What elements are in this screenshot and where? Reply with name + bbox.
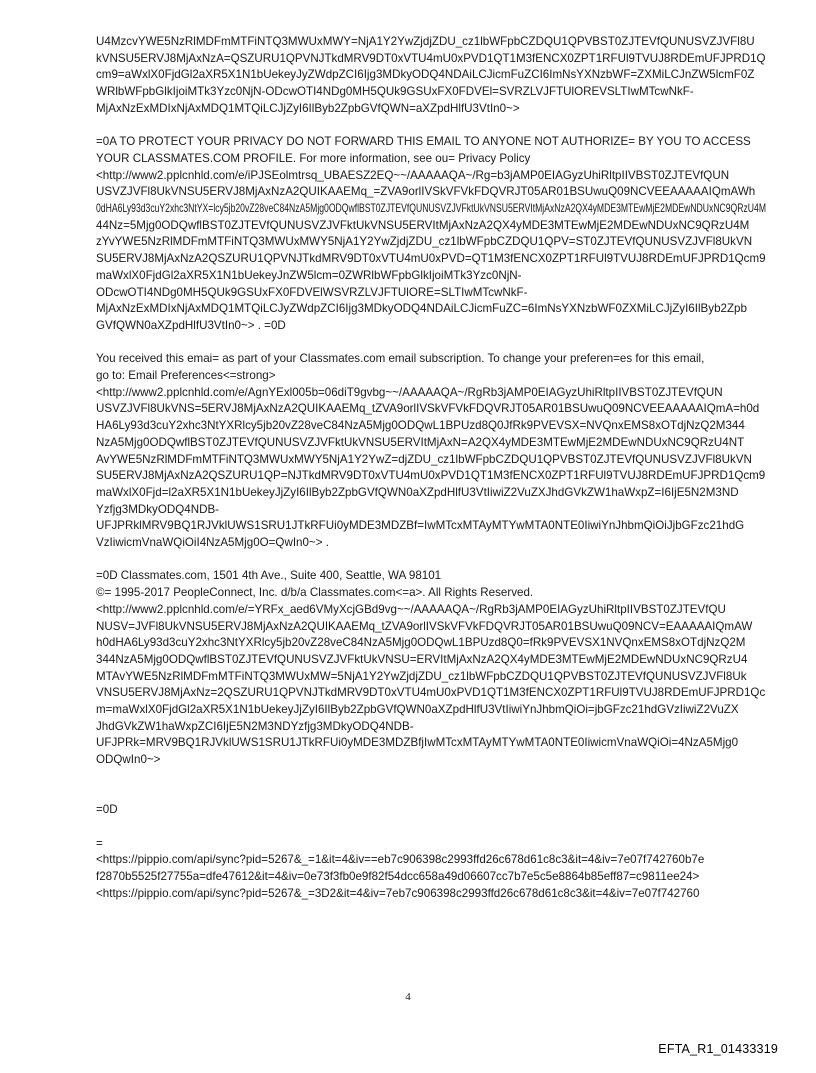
text-line: VNSU5ERVJ8MjAxNz=2QSZURU1QPVNJTkdMRV9DT0xVTU4mU0xPVD1QT1M3fENCX0ZPT1RFUl9TVUJ8RDEmUFJPRD1Qc <box>96 686 766 700</box>
text-line: You received this emai= as part of your Classmates.com email subscription. To change your preferen=es for this email, <box>96 352 705 366</box>
text-line: SU5ERVJ8MjAxNzA2QSZURU1QP=NJTkdMRV9DT0xVTU4mU0xPVD1QT1M3fENCX0ZPT1RFUl9TVUJ8RDEmUFJPRD1Qcm9 <box>96 469 766 483</box>
text-line: YOUR CLASSMATES.COM PROFILE. For more information, see ou= Privacy Policy <box>96 151 531 165</box>
text-line: UFJPRk=MRV9BQ1RJVklUWS1SRU1JTkRFUi0yMDE3MDZBfjIwMTcxMTAyMTYwMTA0NTE0IiwicmVnaWQiOi=4NzA5Mjg0 <box>96 736 739 750</box>
text-line: WRlbWFpbGlkIjoiMTk3Yzc0NjN-ODcwOTI4NDg0MH5QUk9GSUxFX0FDVEl=SVRZLVJFTUlOREVSLTIwMTcwNkF- <box>96 85 694 99</box>
text-line: MjAxNzExMDIxNjAxMDQ1MTQiLCJjZyI6IlByb2ZpbGVfQWN=aXZpdHlfU3VtIn0~> <box>96 101 520 115</box>
paragraph-tracking-link-tail <box>96 34 766 118</box>
text-line: ODQwIn0~> <box>96 753 161 767</box>
paragraph-company-footer <box>96 568 766 768</box>
text-line: <https://pippio.com/api/sync?pid=5267&_=3D2&it=4&iv=7eb7c906398c2993ffd26c678d61c8c3&it=4&iv=7e07f742760 <box>96 886 700 900</box>
text-line: MjAxNzExMDIxNjAxMDQ1MTQiLCJyZWdpZCI6Ijg3MDkyODQ4NDAiLCJicmFuZC=6ImNsYXNzbWF0ZXMiLCJjZyI6IlByb2Zpb <box>96 302 747 316</box>
text-line: h0dHA6Ly93d3cuY2xhc3NtYXRlcy5jb20vZ28veC84NzA5Mjg0ODQwL1BPUzd8Q0=fRk9PVEVSX1NVQnxEMS8xOTdjNzQ2M <box>96 636 746 650</box>
text-line: ODcwOTI4NDg0MH5QUk9GSUxFX0FDVElWSVRZLVJFTUlORE=SLTIwMTcwNkF- <box>96 285 528 299</box>
text-line: =0D Classmates.com, 1501 4th Ave., Suite 400, Seattle, WA 98101 <box>96 569 442 583</box>
text-line: NUSV=JVFl8UkVNSU5ERVJ8MjAxNzA2QUIKAAEMq_tZVA9orlIVSkVFVkFDQVRJT05AR01BSUwuQ09NCV=EAAAAAIQmAW <box>96 619 753 633</box>
paragraph-gap <box>96 335 766 352</box>
text-line: VzIiwicmVnaWQiOiI4NzA5Mjg0O=QwIn0~> . <box>96 536 329 550</box>
text-line: kVNSU5ERVJ8MjAxNzA=QSZURU1QPVNJTkdMRV9DT0xVTU4mU0xPVD1QT1M3fENCX0ZPT1RFUl9TVUJ8RDEmUFJPRD1Q <box>96 51 766 65</box>
text-line: m=maWxlX0FjdGl2aXR5X1N1bUekeyJjZyI6IlByb2ZpbGVfQWN0aXZpdHlfU3VtIiwiYnJhbmQiOi=jbGFzc21hdGVzIiwiZ2VuZX <box>96 703 739 717</box>
text-line: =0A TO PROTECT YOUR PRIVACY DO NOT FORWARD THIS EMAIL TO ANYONE NOT AUTHORIZE= BY YOU TO ACCESS <box>96 135 751 149</box>
text-line: cm9=aWxlX0FjdGl2aXR5X1N1bUekeyJyZWdpZCI6Ijg3MDkyODQ4NDAiLCJicmFuZCI6ImNsYXNzbWF=ZXMiLCJnZW5lcmF0Z <box>96 68 755 82</box>
text-line: MTAvYWE5NzRlMDFmMTFiNTQ3MWUxMW=5NjA1Y2YwZjdjZDU_cz1lbWFpbCZDQU1QPVBST0ZJTEVfQUNUSVZJVFl8Uk <box>96 669 747 683</box>
page-number: 4 <box>405 991 411 1003</box>
paragraph-gap <box>96 118 766 135</box>
paragraph-gap <box>96 786 766 803</box>
text-line: 0dHA6Ly93d3cuY2xhc3NtYX=lcy5jb20vZ28veC84NzA5Mjg0ODQwflBST0ZJTEVfQUNUSVZJVFktUkVNSU5ERVItMjAxNzA2QX4yMDE3MTEwMjE2MDEwNDUxNC9QRzU4M <box>96 202 767 216</box>
paragraph-gap <box>96 819 766 836</box>
text-line: f2870b5525f27755a=dfe47612&it=4&iv=0e73f3fb0e9f82f54dcc658a49d06607cc7b7e5c5e8864b85eff87=c9811ee24> <box>96 870 700 884</box>
text-line: maWxlX0Fjd=l2aXR5X1N1bUekeyJjZyI6IlByb2ZpbGVfQWN0aXZpdHlfU3VtIiwiZ2VuZXJhdGVkZW1haWxpZ=I6IjE5N2M3ND <box>96 485 739 499</box>
text-line: = <box>96 836 103 850</box>
text-line: USVZJVFl8UkVNSU5ERVJ8MjAxNzA2QUIKAAEMq_=ZVA9orlIVSkVFVkFDQVRJT05AR01BSUwuQ09NCVEEAAAAAIQmAWh <box>96 185 756 199</box>
text-line: =0D <box>96 803 118 817</box>
email-body-text <box>96 34 766 902</box>
text-line: GVfQWN0aXZpdHlfU3VtIn0~> . =0D <box>96 318 286 332</box>
text-line: JhdGVkZW1haWxpZCI6IjE5N2M3NDYzfjg3MDkyODQ4NDB- <box>96 719 414 733</box>
text-line: <http://www2.pplcnhld.com/e/iPJSEolmtrsq_UBAESZ2EQ~~/AAAAAQA~/Rg=b3jAMP0EIAGyzUhiRltpIIVBST0ZJTEVfQUN <box>96 168 730 182</box>
paragraph-privacy-notice <box>96 134 766 334</box>
text-line: UFJPRklMRV9BQ1RJVklUWS1SRU1JTkRFUi0yMDE3MDZBf=IwMTcxMTAyMTYwMTA0NTE0IiwiYnJhbmQiOiJjbGFzc21hdG <box>96 519 745 533</box>
paragraph-gap <box>96 552 766 569</box>
text-line: HA6Ly93d3cuY2xhc3NtYXRlcy5jb20vZ28veC84NzA5Mjg0ODQwL1BPUzd8Q0JfRk9PVEVSX=NVQnxEMS8xOTdjNzQ2M344 <box>96 419 745 433</box>
text-line: <https://pippio.com/api/sync?pid=5267&_=1&it=4&iv==eb7c906398c2993ffd26c678d61c8c3&it=4&iv=7e07f742760b7e <box>96 853 705 867</box>
text-line: Yzfjg3MDkyODQ4NDB- <box>96 502 220 516</box>
text-line: <http://www2.pplcnhld.com/e/AgnYExl005b=06diT9gvbg~~/AAAAAQA~/RgRb3jAMP0EIAGyzUhiRltpIIVBST0ZJTEVfQUN <box>96 385 723 399</box>
paragraph-sync-links <box>96 836 766 903</box>
text-line: maWxlX0FjdGl2aXR5X1N1bUekeyJnZW5lcm=0ZWRlbWFpbGlkIjoiMTk3Yzc0NjN- <box>96 268 522 282</box>
text-line: USVZJVFl8UkVNS=5ERVJ8MjAxNzA2QUIKAAEMq_tZVA9orlIVSkVFVkFDQVRJT05AR01BSUwuQ09NCVEEAAAAAIQmA=h0d <box>96 402 760 416</box>
text-line: NzA5Mjg0ODQwflBST0ZJTEVfQUNUSVZJVFktUkVNSU5ERVItMjAxN=A2QX4yMDE3MTEwMjE2MDEwNDUxNC9QRzU4NT <box>96 435 745 449</box>
document-id-stamp: EFTA_R1_01433319 <box>658 1042 778 1056</box>
text-line: go to: Email Preferences<=strong> <box>96 369 276 383</box>
text-line: <http://www2.pplcnhld.com/e/=YRFx_aed6VMyXcjGBd9vg~~/AAAAAQA~/RgRb3jAMP0EIAGyzUhiRltpIIVBST0ZJTEVfQU <box>96 602 726 616</box>
text-line: zYvYWE5NzRlMDFmMTFiNTQ3MWUxMWY5NjA1Y2YwZjdjZDU_cz1lbWFpbCZDQU1QPV=ST0ZJTEVfQUNUSVZJVFl8UkVN <box>96 235 753 249</box>
text-line: 44Nz=5Mjg0ODQwflBST0ZJTEVfQUNUSVZJVFktUkVNSU5ERVItMjAxNzA2QX4yMDE3MTEwMjE2MDEwNDUxNC9QRzU4M <box>96 218 750 232</box>
paragraph-gap <box>96 769 766 786</box>
text-line: AvYWE5NzRlMDFmMTFiNTQ3MWUxMWY5NjA1Y2YwZ=djZDU_cz1lbWFpbCZDQU1QPVBST0ZJTEVfQUNUSVZJVFl8UkVN <box>96 452 752 466</box>
text-line: 344NzA5Mjg0ODQwflBST0ZJTEVfQUNUSVZJVFktUkVNSU=ERVItMjAxNzA2QX4yMDE3MTEwMjE2MDEwNDUxNC9QRzU4 <box>96 652 748 666</box>
text-line: U4MzcvYWE5NzRlMDFmMTFiNTQ3MWUxMWY=NjA1Y2YwZjdjZDU_cz1lbWFpbCZDQU1QPVBST0ZJTEVfQUNUSVZJVFl8U <box>96 35 755 48</box>
paragraph-line-break <box>96 802 766 819</box>
paragraph-subscription-notice <box>96 351 766 551</box>
text-line: SU5ERVJ8MjAxNzA2QSZURU1QPVNJTkdMRV9DT0xVTU4mU0xPVD=QT1M3fENCX0ZPT1RFUl9TVUJ8RDEmUFJPRD1Qcm9 <box>96 252 766 266</box>
text-line: ©= 1995-2017 PeopleConnect, Inc. d/b/a Classmates.com<=a>. All Rights Reserved. <box>96 586 534 600</box>
